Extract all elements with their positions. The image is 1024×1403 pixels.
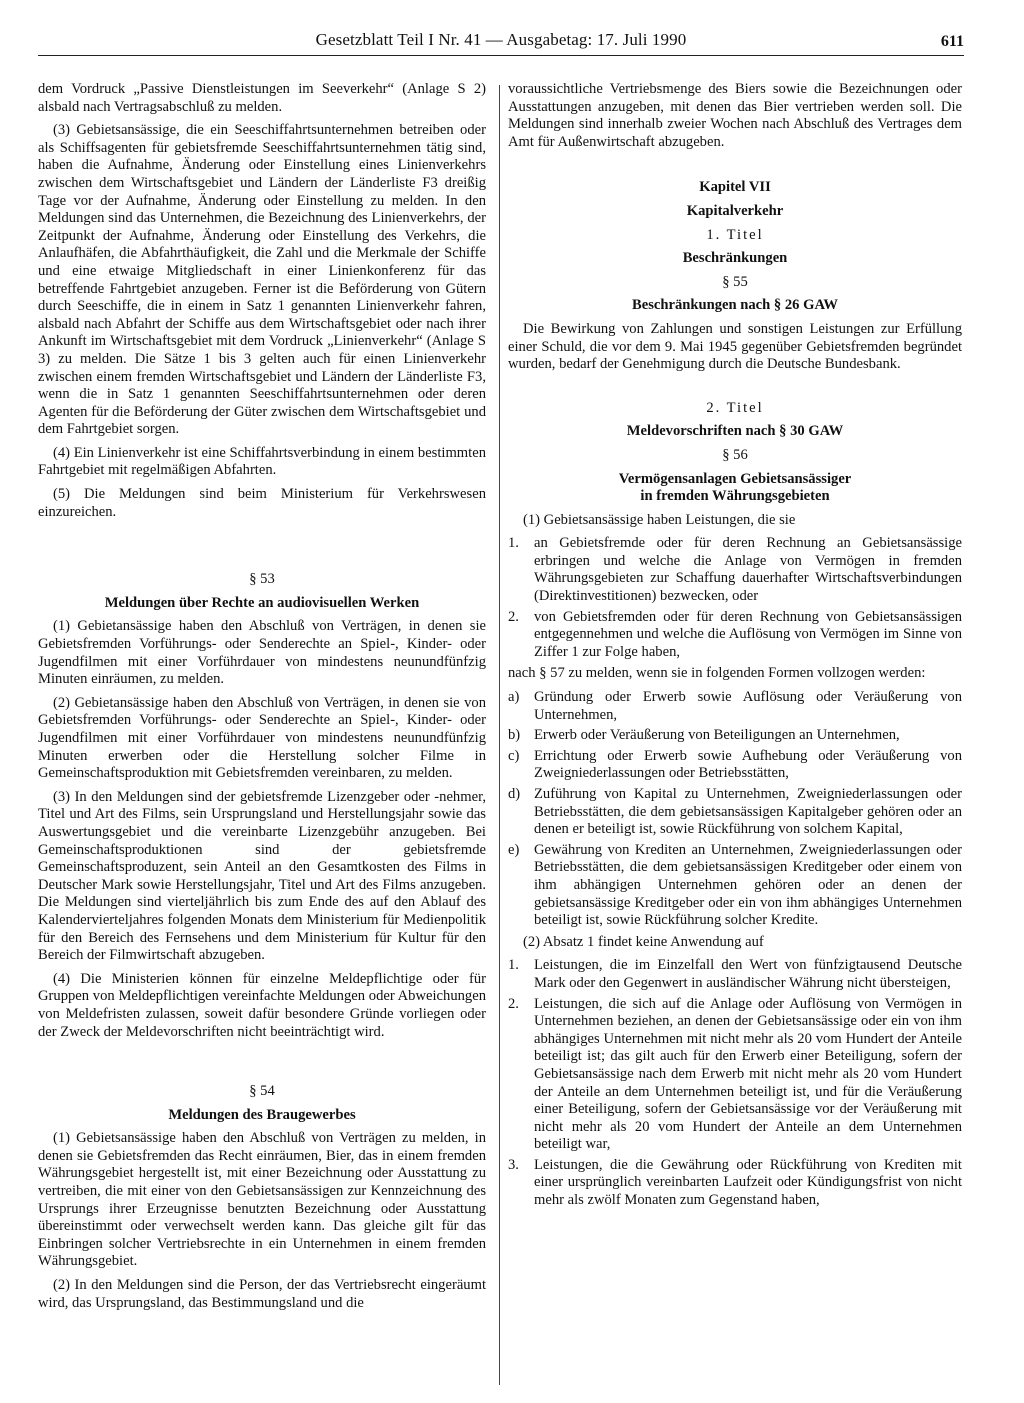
paragraph: voraussichtliche Vertriebsmenge des Biers sowie die Bezeichnungen oder Ausstattungen anzugeben, mit denen das Bier vertrieben werden soll. Die Meldungen sind innerhalb zweier Wochen nach Abschluß des Vertrages dem Amt für Außenwirtschaft abzugeben. <box>508 81 962 150</box>
list-marker: 2. <box>508 995 519 1012</box>
page-number: 611 <box>940 33 964 50</box>
right-column <box>508 81 962 1214</box>
left-column <box>38 81 486 1318</box>
header-rule <box>38 55 964 56</box>
title-heading: Meldevorschriften nach § 30 GAW <box>626 423 844 440</box>
paragraph: (4) Die Ministerien können für einzelne Meldepflichtige oder für Gruppen von Meldepflichtigen vereinfachte Meldungen oder Abweichungen von Meldefristen zulassen, soweit dafür besondere Gründe vorliegen oder der Zweck der Meldevorschriften nicht beeinträchtigt wird. <box>38 970 486 1040</box>
list-text: an Gebietsfremde oder für deren Rechnung an Gebietsansässige erbringen und welche die Anlage von Vermögen in fremden Währungsgebieten zur Schaffung dauerhafter Wirtschaftsverbindungen (Direktinvestitionen) bezwecken, oder <box>534 535 962 605</box>
title-number: 1. Titel <box>706 226 764 243</box>
list-marker: 2. <box>508 608 519 625</box>
paragraph: (2) Gebietansässige haben den Abschluß von Verträgen, in denen sie von Gebietsfremden Vorführungs- oder Senderechte an Spiel-, Kinder- oder Jugendfilmen mit einer Vorführdauer von mindestens neunundfünfzig Minuten erwerben oder die Herstellung solcher Filme in Gemeinschaftsproduktion mit Gebietsfremden vereinbaren, zu melden. <box>38 694 486 782</box>
title-heading: Beschränkungen <box>682 250 788 267</box>
list-text: Erwerb oder Veräußerung von Beteiligungen an Unternehmen, <box>534 727 900 744</box>
section-title: in fremden Währungsgebieten <box>640 488 830 505</box>
list-marker: e) <box>508 841 520 858</box>
list-marker: 1. <box>508 957 519 974</box>
lettered-list <box>508 689 962 930</box>
section-number: § 56 <box>722 446 748 463</box>
paragraph: (4) Ein Linienverkehr ist eine Schiffahrtsverbindung in einem bestimmten Fahrtgebiet mit regelmäßigen Abfahrten. <box>38 444 486 479</box>
list-marker: c) <box>508 747 520 764</box>
paragraph: (2) In den Meldungen sind die Person, der das Vertriebsrecht eingeräumt wird, das Ursprungsland, das Bestimmungsland und die <box>38 1277 486 1311</box>
paragraph: (1) Gebietsansässige haben Leistungen, die sie <box>523 511 796 528</box>
section-number: § 54 <box>249 1083 275 1100</box>
list-text: Leistungen, die sich auf die Anlage oder Auflösung von Vermögen in Unternehmen beziehen, an denen der Gebietsansässige oder ein von ihm abhängiges Unternehmen mit nicht mehr als 20 vom Hundert der Anteile beteiligt ist; das gilt auch für den Erwerb einer Beteiligung, sofern der Gebietsansässige nach dem Erwerb mit nicht mehr als 20 vom Hundert der Anteile an dem Unternehmen beteiligt ist, und für die Veräußerung einer Beteiligung, sofern der Gebietsansässige vor der Veräußerung mit nicht mehr als 20 vom Hundert der Anteile an dem Unternehmen beteiligt war, <box>534 995 962 1153</box>
list-item <box>508 727 962 745</box>
title-number: 2. Titel <box>706 399 764 416</box>
column-divider <box>499 85 500 1385</box>
paragraph: nach § 57 zu melden, wenn sie in folgenden Formen vollzogen werden: <box>508 665 926 682</box>
section-title: Meldungen über Rechte an audiovisuellen Werken <box>104 594 420 611</box>
list-text: Leistungen, die die Gewährung oder Rückführung von Krediten mit einer ursprünglich vereinbarten Laufzeit oder Kündigungsfrist von nicht mehr als zwölf Monaten zum Gegenstand haben, <box>534 1156 962 1209</box>
list-item <box>508 842 962 930</box>
list-item <box>508 748 962 783</box>
section-title: Meldungen des Braugewerbes <box>168 1106 356 1123</box>
paragraph: dem Vordruck „Passive Dienstleistungen im Seeverkehr“ (Anlage S 2) alsbald nach Vertragsabschluß zu melden. <box>38 81 486 115</box>
page-header <box>38 30 964 56</box>
numbered-list <box>508 535 962 661</box>
section-number: § 53 <box>249 571 275 588</box>
list-marker: b) <box>508 727 521 744</box>
list-item <box>508 535 962 605</box>
paragraph: (5) Die Meldungen sind beim Ministerium für Verkehrswesen einzureichen. <box>38 486 486 520</box>
list-marker: 3. <box>508 1156 519 1173</box>
paragraph: (1) Gebietsansässige haben den Abschluß von Verträgen zu melden, in denen sie Gebietsfremden das Recht einräumen, Bier, das in einem fremden Währungsgebiet hergestellt ist, mit einer Bezeichnung oder Ausstattung zu vertreiben, die mit einer von den Gebietsansässigen zur Kennzeichnung des Ursprungs ihrer Erzeugnisse benutzten Bezeichnung oder Ausstattung übereinstimmt oder verwechselt werden kann. Das gleiche gilt für das Einbringen solcher Vertriebsrechte in ein Unternehmen in einem fremden Währungsgebiet. <box>38 1130 486 1270</box>
list-text: von Gebietsfremden oder für deren Rechnung von Gebietsansässigen entgegennehmen und welche die Auflösung von Vermögen im Sinne von Ziffer 1 zur Folge haben, <box>534 608 962 660</box>
list-text: Zuführung von Kapital zu Unternehmen, Zweigniederlassungen oder Betriebsstätten, die dem gebietsansässigen Kapitalgeber gehören oder an denen er beteiligt ist, sowie Rückführung von solchem Kapital, <box>534 786 962 838</box>
paragraph: (3) In den Meldungen sind der gebietsfremde Lizenzgeber oder -nehmer, Titel und Art des Films, sein Ursprungsland und Herstellungsjahr sowie das Auswertungsgebiet und die vereinbarte Lizenzgebühr anzugeben. Bei Gemeinschaftsproduktionen sind der gebietsfremde Gemeinschaftsproduzent, sein Anteil an den Gesamtkosten des Films in Deutscher Mark sowie Herstellungsjahr, Titel und Art des Films anzugeben. Die Meldungen sind vierteljährlich bis zum Ende des auf den Ablauf des Kalendervierteljahres folgenden Monats dem Ministerium für Medienpolitik für den Bereich des Fernsehens und dem Ministerium für Kultur für den Bereich der Filmwirtschaft abzugeben. <box>38 788 486 964</box>
paragraph: (3) Gebietsansässige, die ein Seeschiffahrtsunternehmen betreiben oder als Schiffsagenten für gebietsfremde Seeschiffahrtsunternehmen tätig sind, haben die Aufnahme, Änderung oder Einstellung eines Linienverkehrs zwischen dem Wirtschaftsgebiet und Ländern der Länderliste F3 dreißig Tage vor der Aufnahme, Änderung oder Einstellung zu melden. In den Meldungen sind das Unternehmen, die Bezeichnung des Linienverkehrs, der Zeitpunkt der Aufnahme, Änderung oder Einstellung des Verkehrs, die Anlaufhäfen, die Abfahrthäufigkeit, die Zahl und die Merkmale der Schiffe und eine etwaige Mitgliedschaft in einer Linienkonferenz für das betreffende Fahrtgebiet anzugeben. Ferner ist die Beförderung von Gütern durch Seeschiffe, die in einem in Satz 1 genannten Linienverkehr fahren, alsbald nach Abfahrt der Schiffe aus dem Wirtschaftsgebiet oder nach ihrer Ankunft im Wirtschaftsgebiet mit dem Vordruck „Linienverkehr“ (Anlage S 3) zu melden. Die Sätze 1 bis 3 gelten auch für einen Linienverkehr zwischen einem fremden Wirtschaftsgebiet und Ländern der Länderliste F3, wenn die in Satz 1 genannten Seeschiffahrtsunternehmen oder deren Agenten für die Beförderung der Güter zwischen dem Wirtschaftsgebiet und dem Fahrtgebiet sorgen. <box>38 122 486 438</box>
section-title: Beschränkungen nach § 26 GAW <box>632 297 838 314</box>
paragraph: (1) Gebietansässige haben den Abschluß von Verträgen, in denen sie Gebietsfremden Vorführungs- oder Senderechte an Spiel-, Kinder- oder Jugendfilmen mit einer Vorführdauer von mindestens neunundfünfzig Minuten einräumen, zu melden. <box>38 618 486 688</box>
section-title: Vermögensanlagen Gebietsansässiger <box>618 470 852 487</box>
list-text: Leistungen, die im Einzelfall den Wert von fünfzigtausend Deutsche Mark oder den Gegenwert in ausländischer Währung nicht übersteigen, <box>534 957 962 991</box>
paragraph: Die Bewirkung von Zahlungen und sonstigen Leistungen zur Erfüllung einer Schuld, die vor dem 9. Mai 1945 gegenüber Gebietsfremden begründet wurden, bedarf der Genehmigung durch die Deutsche Bundesbank. <box>508 320 962 373</box>
list-item <box>508 1157 962 1210</box>
chapter-title: Kapitalverkehr <box>686 202 784 219</box>
list-item <box>508 609 962 662</box>
header-title: Gesetzblatt Teil I Nr. 41 — Ausgabetag: 17. Juli 1990 <box>315 30 687 49</box>
list-item <box>508 689 962 724</box>
list-text: Gründung oder Erwerb sowie Auflösung oder Veräußerung von Unternehmen, <box>534 689 962 723</box>
list-marker: d) <box>508 786 521 802</box>
numbered-list <box>508 957 962 1209</box>
list-marker: 1. <box>508 535 519 552</box>
list-item <box>508 786 962 839</box>
paragraph: (2) Absatz 1 findet keine Anwendung auf <box>523 933 764 950</box>
section-number: § 55 <box>722 273 748 290</box>
chapter-heading: Kapitel VII <box>699 179 771 196</box>
list-marker: a) <box>508 689 520 706</box>
list-text: Errichtung oder Erwerb sowie Aufhebung oder Veräußerung von Zweigniederlassungen oder Betriebsstätten, <box>534 747 962 782</box>
list-item <box>508 996 962 1154</box>
list-item <box>508 957 962 992</box>
list-text: Gewährung von Krediten an Unternehmen, Zweigniederlassungen oder Betriebsstätten, die dem gebietsansässigen Kreditgeber oder einem von ihm abhängigen Unternehmen gehören oder an denen der gebietsansässige Kreditgeber oder ein von ihm abhängiges Unternehmen beteiligt ist, sowie Rückführung solcher Kredite. <box>534 841 962 929</box>
